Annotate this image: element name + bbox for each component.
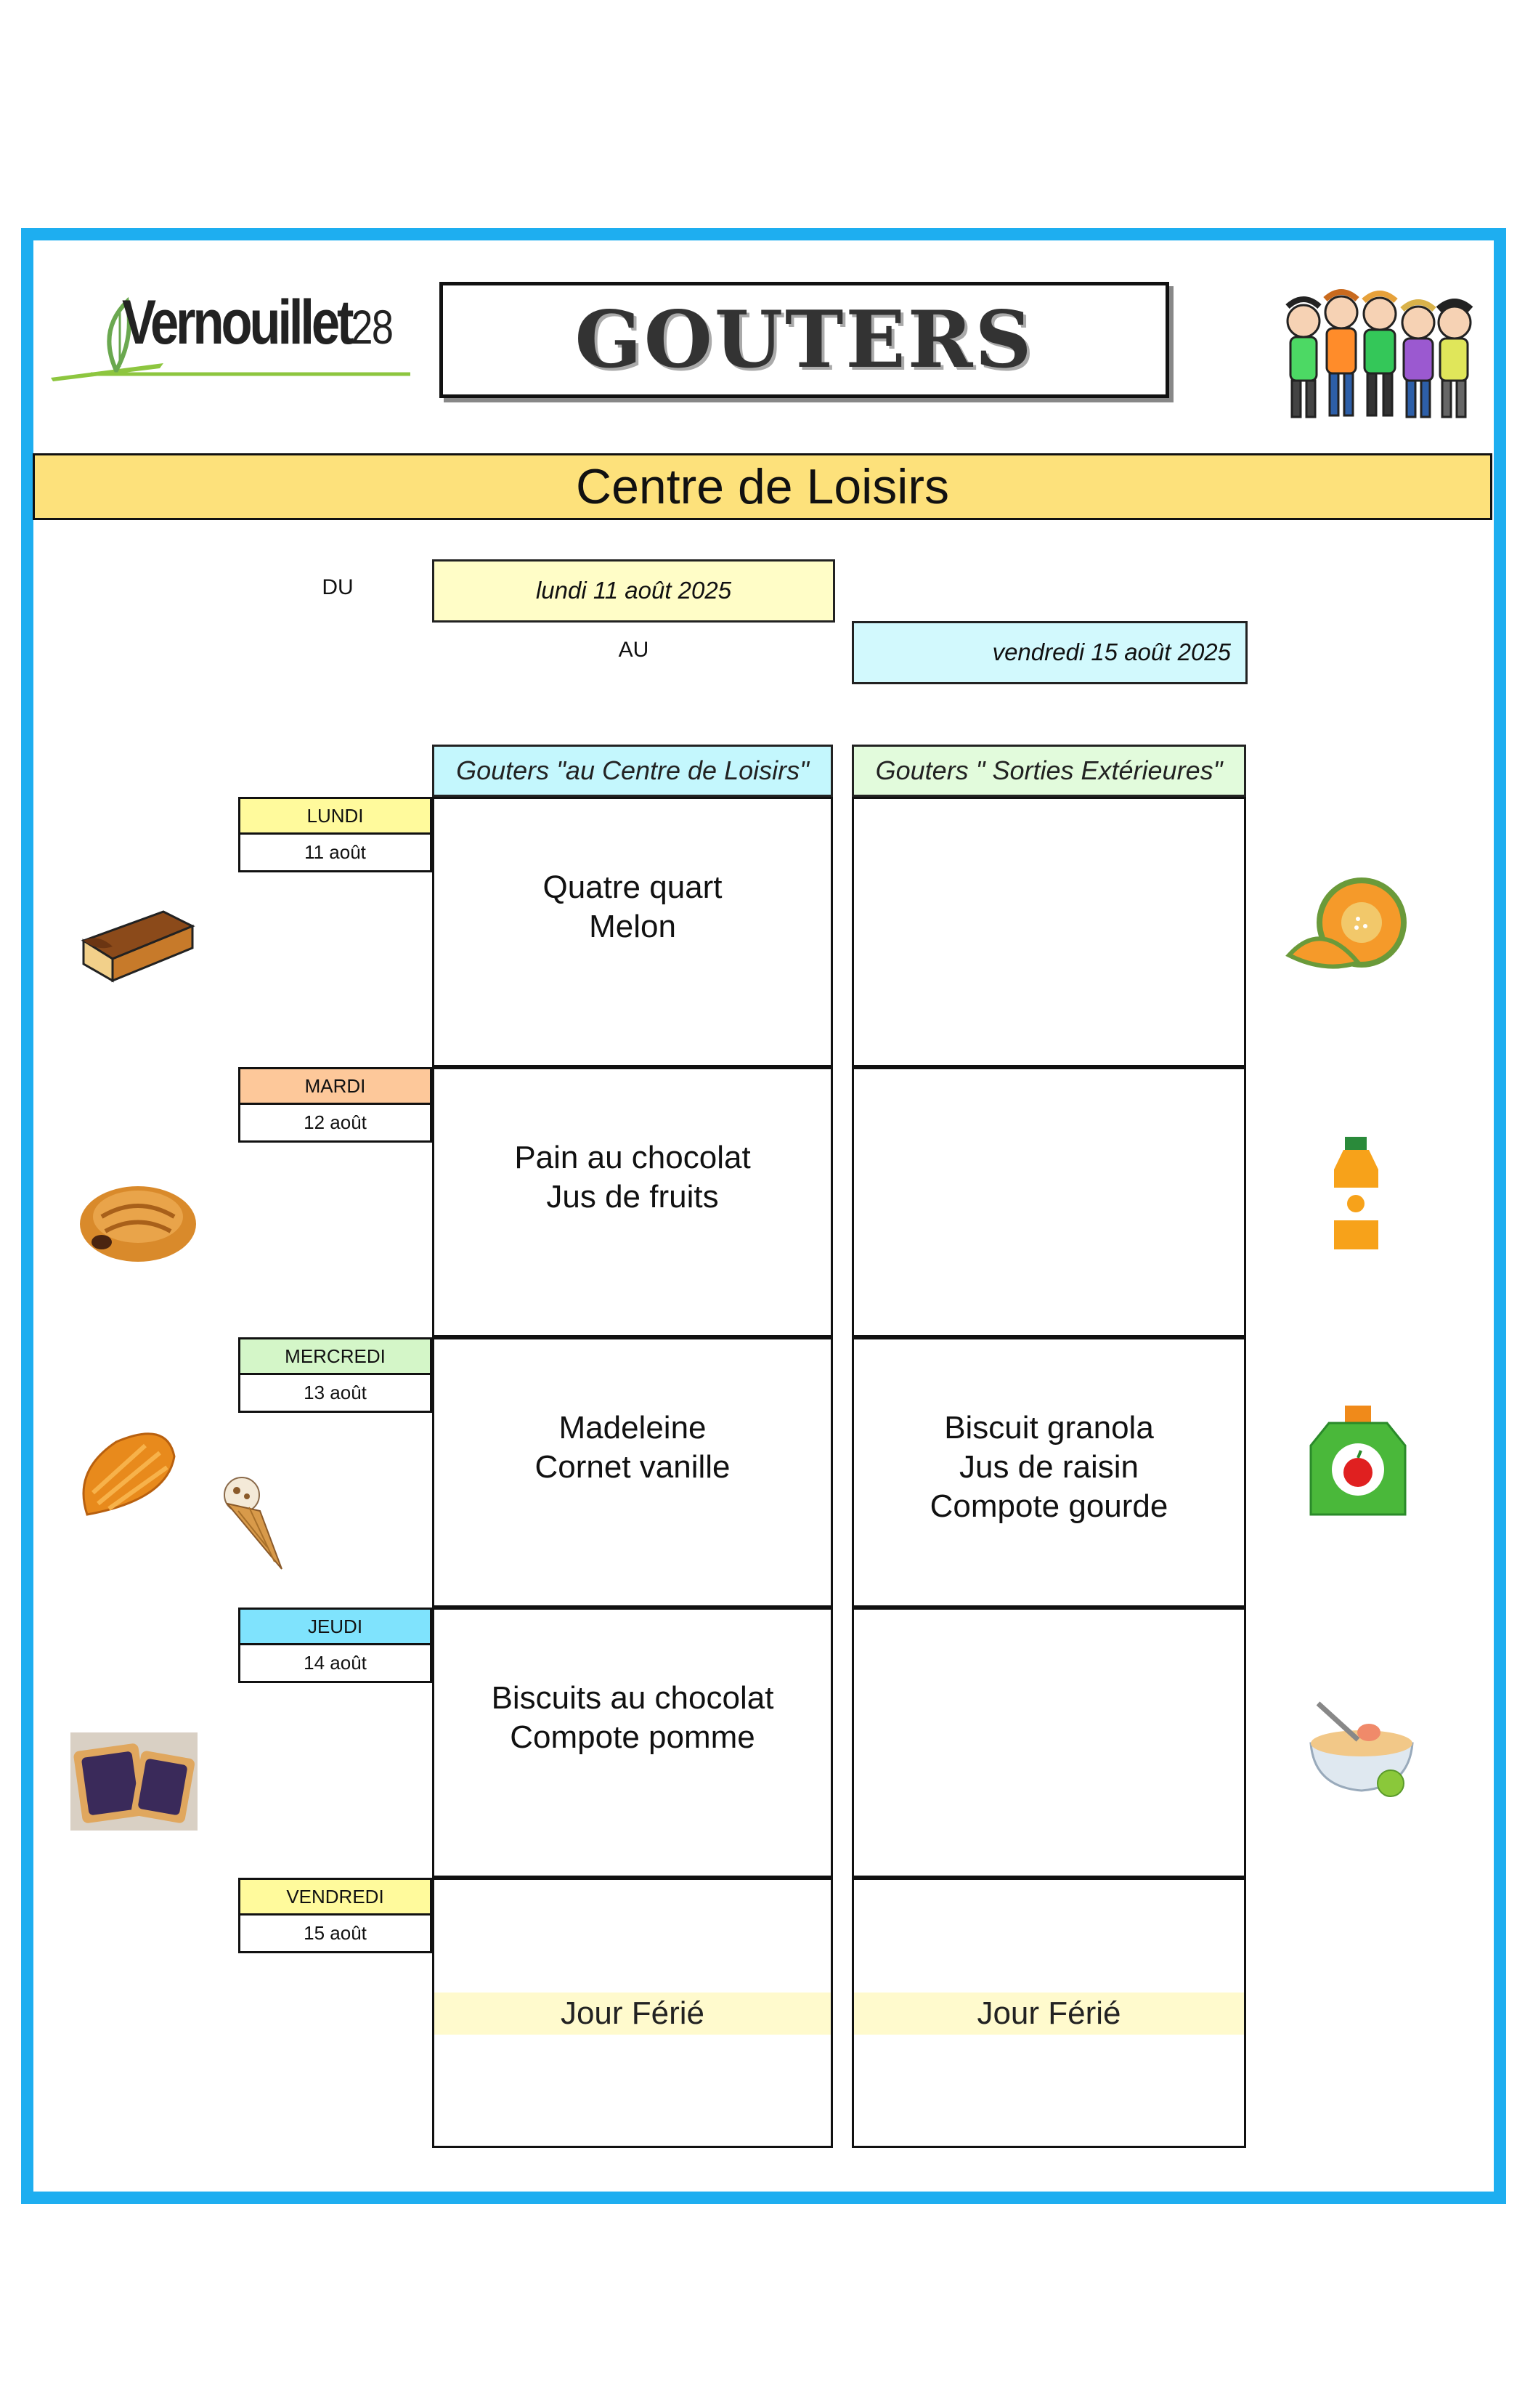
day-name-lundi: LUNDI bbox=[238, 797, 432, 835]
from-label: DU bbox=[322, 575, 354, 599]
subtitle-banner: Centre de Loisirs bbox=[33, 453, 1492, 520]
to-label: AU bbox=[618, 638, 649, 662]
sorties-cell-mercredi bbox=[852, 1337, 1246, 1608]
pound-cake-icon bbox=[69, 897, 200, 992]
melon-icon bbox=[1285, 875, 1409, 977]
sorties-cell-lundi bbox=[852, 797, 1246, 1067]
page-title: GOUTERS bbox=[439, 282, 1169, 398]
centre-menu-jeudi: Biscuits au chocolat Compote pomme bbox=[491, 1680, 774, 1755]
day-date-vendredi: 15 août bbox=[238, 1916, 432, 1953]
vernouillet-logo bbox=[47, 287, 414, 389]
pain-au-chocolat-icon bbox=[73, 1173, 203, 1268]
centre-cell-lundi bbox=[432, 797, 833, 1067]
logo-text: Vernouillet28 bbox=[122, 288, 393, 357]
day-name-jeudi: JEUDI bbox=[238, 1608, 432, 1645]
kids-group-icon bbox=[1274, 285, 1478, 430]
to-date: vendredi 15 août 2025 bbox=[852, 621, 1248, 684]
centre-menu-mardi: Pain au chocolat Jus de fruits bbox=[514, 1140, 751, 1215]
day-date-lundi: 11 août bbox=[238, 835, 432, 872]
sorties-cell-mardi bbox=[852, 1067, 1246, 1337]
day-name-mardi: MARDI bbox=[238, 1067, 432, 1105]
sorties-cell-jeudi bbox=[852, 1608, 1246, 1878]
day-name-mercredi: MERCREDI bbox=[238, 1337, 432, 1375]
sorties-cell-vendredi bbox=[852, 1878, 1246, 2148]
from-date: lundi 11 août 2025 bbox=[432, 559, 835, 623]
centre-cell-vendredi bbox=[432, 1878, 833, 2148]
logo-underline bbox=[47, 287, 414, 389]
chocolate-biscuits-icon bbox=[70, 1732, 198, 1831]
sorties-menu-mercredi: Biscuit granola Jus de raisin Compote gourde bbox=[930, 1410, 1168, 1524]
column-header-sorties: Gouters " Sorties Extérieures" bbox=[852, 745, 1246, 797]
column-header-centre: Gouters "au Centre de Loisirs" bbox=[432, 745, 833, 797]
centre-cell-jeudi bbox=[432, 1608, 833, 1878]
centre-holiday-vendredi: Jour Férié bbox=[434, 1993, 831, 2035]
apple-compote-bowl-icon bbox=[1304, 1700, 1427, 1801]
juice-bottle-icon bbox=[1329, 1137, 1383, 1253]
ice-cream-cone-icon bbox=[216, 1475, 289, 1576]
day-date-mardi: 12 août bbox=[238, 1105, 432, 1143]
day-name-vendredi: VENDREDI bbox=[238, 1878, 432, 1916]
sorties-holiday-vendredi: Jour Férié bbox=[854, 1993, 1244, 2035]
centre-cell-mercredi bbox=[432, 1337, 833, 1608]
day-date-mercredi: 13 août bbox=[238, 1375, 432, 1413]
centre-menu-lundi: Quatre quart Melon bbox=[542, 869, 723, 944]
madeleine-icon bbox=[73, 1427, 182, 1529]
compote-pouch-icon bbox=[1307, 1406, 1409, 1522]
day-date-jeudi: 14 août bbox=[238, 1645, 432, 1683]
centre-menu-mercredi: Madeleine Cornet vanille bbox=[534, 1410, 731, 1485]
centre-cell-mardi bbox=[432, 1067, 833, 1337]
